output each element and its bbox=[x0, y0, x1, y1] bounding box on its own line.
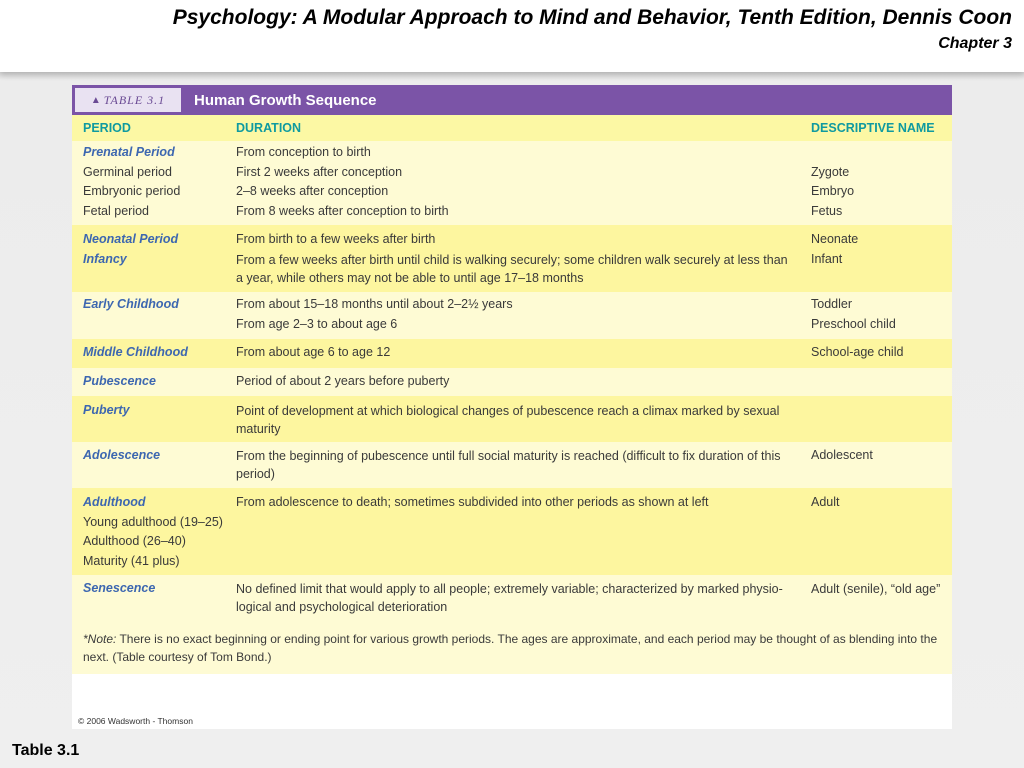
slide-subtitle: Chapter 3 bbox=[938, 35, 1012, 52]
table-row-early-childhood: Early Childhood From about 15–18 months until about 2–2½ years From age 2–3 to about age 6 Toddler Preschool child bbox=[72, 292, 952, 339]
slide-footer-label: Table 3.1 bbox=[12, 742, 80, 759]
table-row-prenatal: Prenatal Period Germinal period Embryonic period Fetal period From conception to birth First 2 weeks after conception 2–8 weeks after conception From 8 weeks after conception to birth Zygote Embryo Fetus bbox=[72, 141, 952, 225]
column-headers bbox=[72, 115, 952, 141]
slide-header bbox=[0, 0, 1024, 72]
table-footer bbox=[72, 674, 952, 729]
table-row-pubescence: Pubescence Period of about 2 years before puberty bbox=[72, 368, 952, 396]
slide-title: Psychology: A Modular Approach to Mind and Behavior, Tenth Edition, Dennis Coon bbox=[172, 6, 1012, 29]
table-row-neonatal-infancy: Neonatal Period Infancy From birth to a few weeks after birth From a few weeks after birth until child is walking securely; some children walk securely at less than a year, while others may not be able to until age 17–18 months Neonate Infant bbox=[72, 225, 952, 292]
triangle-icon: ▲ bbox=[90, 94, 102, 106]
table-note: *Note: There is no exact beginning or ending point for various growth periods. The ages are approximate, and each period may be thought of as blending into the next. (Table courtesy of Tom Bond.) bbox=[72, 623, 952, 674]
header-duration: DURATION bbox=[236, 121, 302, 135]
table-row-senescence: Senescence No defined limit that would apply to all people; extremely variable; characterized by marked physio-logical and psychological deterioration Adult (senile), “old age” bbox=[72, 575, 952, 623]
header-descriptive-name: DESCRIPTIVE NAME bbox=[811, 121, 935, 135]
table-row-adolescence: Adolescence From the beginning of pubescence until full social maturity is reached (difficult to fix duration of this period) Adolescent bbox=[72, 442, 952, 488]
table-row-adulthood: Adulthood Young adulthood (19–25) Adulthood (26–40) Maturity (41 plus) From adolescence to death; sometimes subdivided into other periods as shown at left Adult bbox=[72, 488, 952, 575]
table-title-bar bbox=[72, 85, 952, 115]
table-badge: ▲ TABLE 3.1 bbox=[75, 88, 181, 112]
copyright: © 2006 Wadsworth - Thomson bbox=[78, 716, 193, 726]
growth-sequence-table bbox=[72, 85, 952, 726]
table-title: Human Growth Sequence bbox=[194, 91, 377, 109]
table-row-puberty: Puberty Point of development at which biological changes of pubescence reach a climax marked by sexual maturity bbox=[72, 396, 952, 442]
table-row-middle-childhood: Middle Childhood From about age 6 to age 12 School-age child bbox=[72, 339, 952, 368]
header-period: PERIOD bbox=[83, 121, 131, 135]
